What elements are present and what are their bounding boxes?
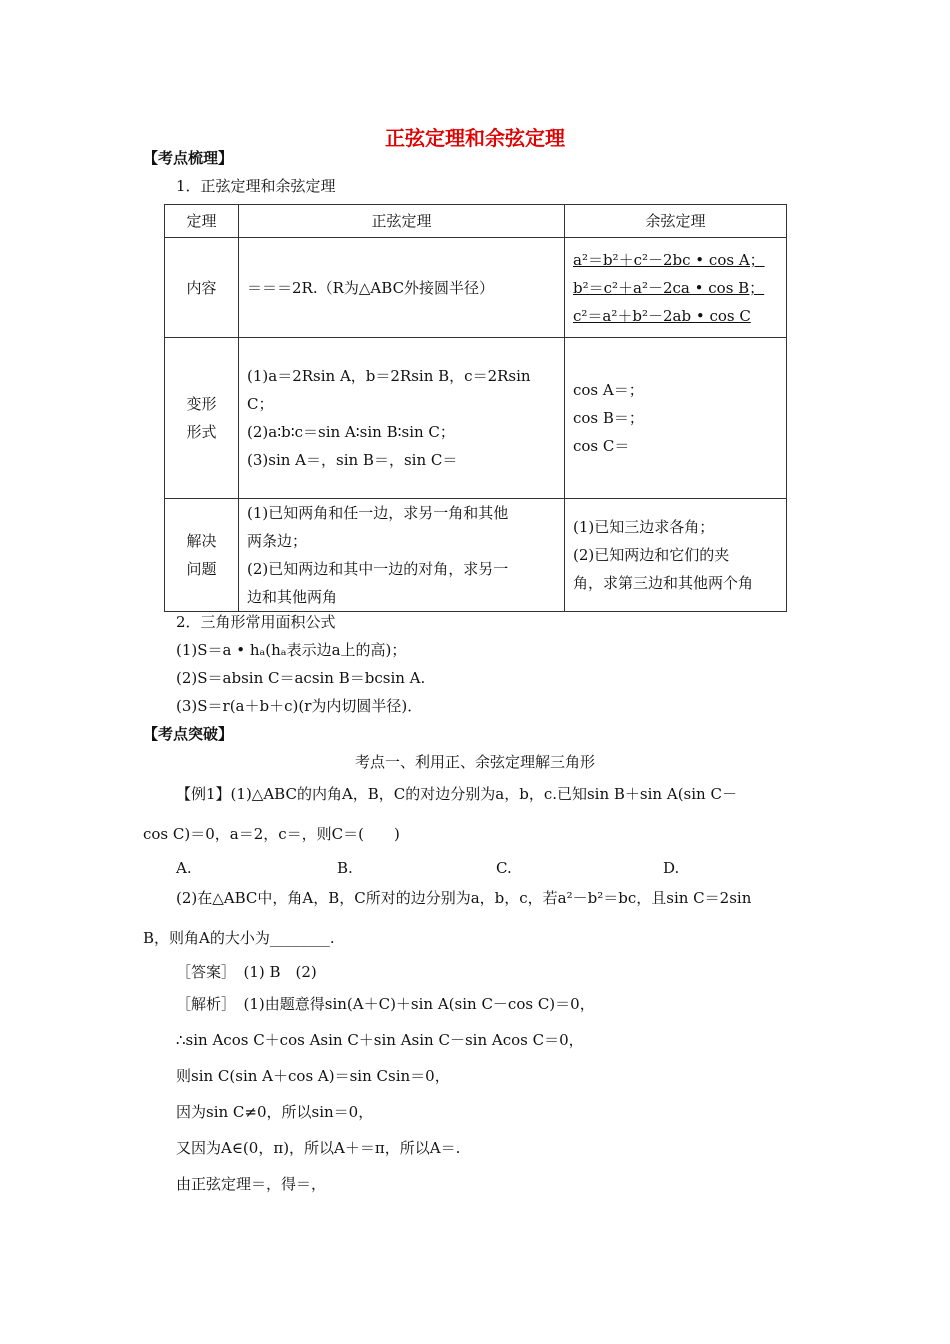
- label-problems: [165, 499, 239, 612]
- sine-transform-line4: (3)sin A＝，sin B＝，sin C＝: [247, 451, 458, 469]
- sine-transform-line2: C；: [247, 395, 274, 413]
- solution-line-4: 因为sin C≠0，所以sin＝0，: [176, 1103, 374, 1121]
- cosine-problems: [565, 499, 787, 612]
- label-transform: [165, 338, 239, 499]
- solution-line-3: 则sin C(sin A＋cos A)＝sin Csin＝0，: [176, 1067, 450, 1085]
- option-b: B.: [337, 859, 353, 877]
- cosine-transform-line1: cos A＝；: [573, 381, 644, 399]
- sine-problems-line2: 两条边；: [247, 532, 308, 550]
- area-formula-3: (3)S＝r(a＋b＋c)(r为内切圆半径)．: [176, 697, 423, 715]
- sine-problems-line1: (1)已知两角和任一边，求另一角和其他: [247, 504, 509, 522]
- table-row-problems: [165, 499, 787, 612]
- cosine-transform-line3: cos C＝: [573, 437, 630, 455]
- example-1-line1: 【例1】(1)△ABC的内角A，B，C的对边分别为a，b，c.已知sin B＋sin A(sin C－: [176, 785, 737, 803]
- solution-line-2: ∴sin Acos C＋cos Asin C＋sin Asin C－sin Acos C＝0，: [176, 1031, 584, 1049]
- example-2-line2: B，则角A的大小为________.: [143, 929, 335, 947]
- sine-transform-line1: (1)a＝2Rsin A，b＝2Rsin B，c＝2Rsin: [247, 367, 531, 385]
- cosine-transform: [565, 338, 787, 499]
- solution-line-1: ［解析］ (1)由题意得sin(A＋C)＋sin A(sin C－cos C)＝0，: [176, 995, 595, 1013]
- example-2-line1: (2)在△ABC中，角A，B，C所对的边分别为a，b，c，若a²－b²＝bc，且sin C＝2sin: [176, 889, 752, 907]
- table-header-row: [165, 205, 787, 238]
- sine-content: ＝＝＝2R.（R为△ABC外接圆半径）: [239, 238, 565, 338]
- option-d: D.: [663, 859, 680, 877]
- theorem-table: [164, 204, 787, 612]
- label-content: 内容: [165, 238, 239, 338]
- cosine-transform-line2: cos B＝；: [573, 409, 644, 427]
- label-transform-2: 形式: [186, 423, 217, 441]
- cosine-law-a: a²＝b²＋c²－2bc • cos A；: [573, 250, 765, 269]
- label-transform-1: 变形: [186, 395, 217, 413]
- cosine-problems-line2: (2)已知两边和它们的夹: [573, 546, 730, 564]
- solution-line-5: 又因为A∈(0，π)，所以A＋＝π，所以A＝.: [176, 1139, 461, 1157]
- sine-problems-line4: 边和其他两角: [247, 588, 338, 606]
- solution-line-6: 由正弦定理＝，得＝，: [176, 1175, 327, 1193]
- cosine-problems-line3: 角，求第三边和其他两个角: [573, 574, 754, 592]
- option-a: A.: [176, 859, 192, 877]
- topic-heading: 考点一、利用正、余弦定理解三角形: [354, 753, 595, 771]
- section-heading-review: 【考点梳理】: [143, 149, 234, 167]
- header-theorem: 定理: [165, 205, 239, 238]
- sine-transform-line3: (2)a∶b∶c＝sin A∶sin B∶sin C；: [247, 423, 455, 441]
- label-problems-2: 问题: [186, 560, 217, 578]
- sine-problems-line3: (2)已知两边和其中一边的对角，求另一: [247, 560, 509, 578]
- sine-transform: [239, 338, 565, 499]
- item-heading-1: 1．正弦定理和余弦定理: [176, 177, 336, 195]
- option-c: C.: [496, 859, 512, 877]
- area-formula-2: (2)S＝absin C＝acsin B＝bcsin A.: [176, 669, 426, 687]
- page-title: 正弦定理和余弦定理: [385, 126, 565, 150]
- label-problems-1: 解决: [186, 532, 217, 550]
- header-cosine: 余弦定理: [565, 205, 787, 238]
- cosine-law-c: c²＝a²＋b²－2ab • cos C: [573, 306, 751, 325]
- area-formula-1: (1)S＝a • hₐ(hₐ表示边a上的高)；: [176, 641, 407, 659]
- header-sine: 正弦定理: [239, 205, 565, 238]
- cosine-content: [565, 238, 787, 338]
- sine-problems: [239, 499, 565, 612]
- cosine-problems-line1: (1)已知三边求各角；: [573, 518, 715, 536]
- table-row-transform: [165, 338, 787, 499]
- section-heading-breakthrough: 【考点突破】: [143, 725, 234, 743]
- item-heading-2: 2．三角形常用面积公式: [176, 613, 336, 631]
- cosine-law-b: b²＝c²＋a²－2ca • cos B；: [573, 278, 765, 297]
- answer: ［答案］ (1) B (2): [176, 963, 317, 981]
- table-row-content: [165, 238, 787, 338]
- example-1-line2: cos C)＝0，a＝2，c＝，则C＝( ): [143, 825, 400, 843]
